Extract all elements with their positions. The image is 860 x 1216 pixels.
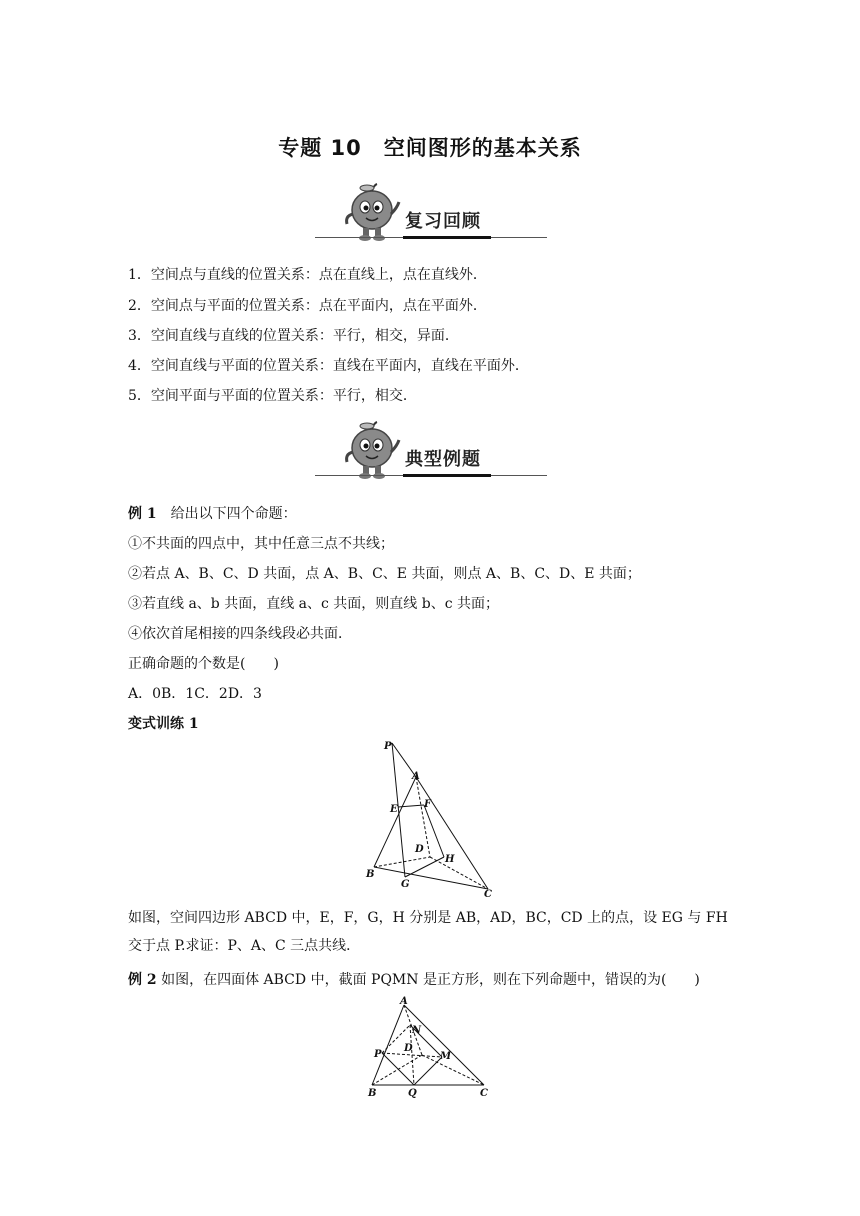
example2-heading (128, 970, 700, 990)
variant1-text-line-2: 交于点 P.求证：P、A、C 三点共线． (128, 938, 361, 954)
variant1-label: 变式训练 1 (128, 716, 199, 732)
example1-statement-4: ④依次首尾相接的四条线段必共面． (128, 626, 352, 642)
example1-heading (128, 504, 297, 524)
section-title-review: 复习回顾 (405, 211, 481, 232)
review-item-1: 1．空间点与直线的位置关系：点在直线上，点在直线外． (128, 267, 487, 283)
example1-statement-1: ①不共面的四点中，其中任意三点不共线； (128, 536, 394, 552)
review-item-2: 2．空间点与平面的位置关系：点在平面内，点在平面外． (128, 298, 487, 314)
section-banner-examples (315, 418, 547, 480)
apple-mascot-icon (339, 418, 409, 480)
page-title: 专题 10 空间图形的基本关系 (278, 136, 582, 160)
apple-mascot-icon (339, 180, 409, 242)
fig1-label-g: G (401, 879, 410, 890)
section-rule-accent (403, 474, 491, 477)
example2-text: 如图，在四面体 ABCD 中，截面 PQMN 是正方形，则在下列命题中，错误的为( ) (156, 972, 700, 988)
example1-stem: 给出以下四个命题： (156, 506, 297, 522)
review-item-3: 3．空间直线与直线的位置关系：平行，相交，异面． (128, 328, 459, 344)
fig2-label-b: B (368, 1088, 377, 1099)
fig2-label-m: M (440, 1051, 452, 1062)
example1-options: A．0B．1C．2D．3 (128, 686, 262, 702)
fig1-label-h: H (445, 854, 455, 865)
fig1-label-a: A (412, 771, 420, 782)
example1-statement-2: ②若点 A、B、C、D 共面，点 A、B、C、E 共面，则点 A、B、C、D、E 共面； (128, 566, 641, 582)
fig1-label-f: F (424, 799, 432, 810)
fig1-label-p: P (384, 741, 392, 752)
fig1-label-b: B (366, 869, 375, 880)
fig2-label-a: A (400, 996, 408, 1007)
example1-label: 例 1 (128, 506, 157, 522)
fig2-label-n: N (412, 1025, 422, 1036)
fig1-label-d: D (415, 844, 424, 855)
variant1-problem (128, 904, 738, 960)
section-title-examples: 典型例题 (405, 449, 481, 470)
fig2-label-d: D (404, 1043, 413, 1054)
fig2-label-q: Q (408, 1088, 417, 1099)
example1-statement-3: ③若直线 a、b 共面，直线 a、c 共面，则直线 b、c 共面； (128, 596, 499, 612)
fig2-label-p: P (374, 1049, 382, 1060)
fig2-label-c: C (480, 1088, 488, 1099)
section-banner-review (315, 180, 547, 242)
fig1-label-c: C (484, 889, 492, 900)
variant1-text-line-1: 如图，空间四边形 ABCD 中，E，F，G，H 分别是 AB，AD，BC，CD 上的点，设 EG 与 FH (128, 910, 728, 926)
figure-quadrilateral-abcd (360, 735, 500, 900)
figure-tetrahedron-abcd (362, 995, 497, 1103)
review-item-4: 4．空间直线与平面的位置关系：直线在平面内，直线在平面外． (128, 358, 529, 374)
section-rule-accent (403, 236, 491, 239)
fig1-label-e: E (390, 804, 398, 815)
review-item-5: 5．空间平面与平面的位置关系：平行，相交． (128, 388, 417, 404)
example2-label: 例 2 (128, 972, 157, 988)
example1-question: 正确命题的个数是( ) (128, 656, 279, 672)
